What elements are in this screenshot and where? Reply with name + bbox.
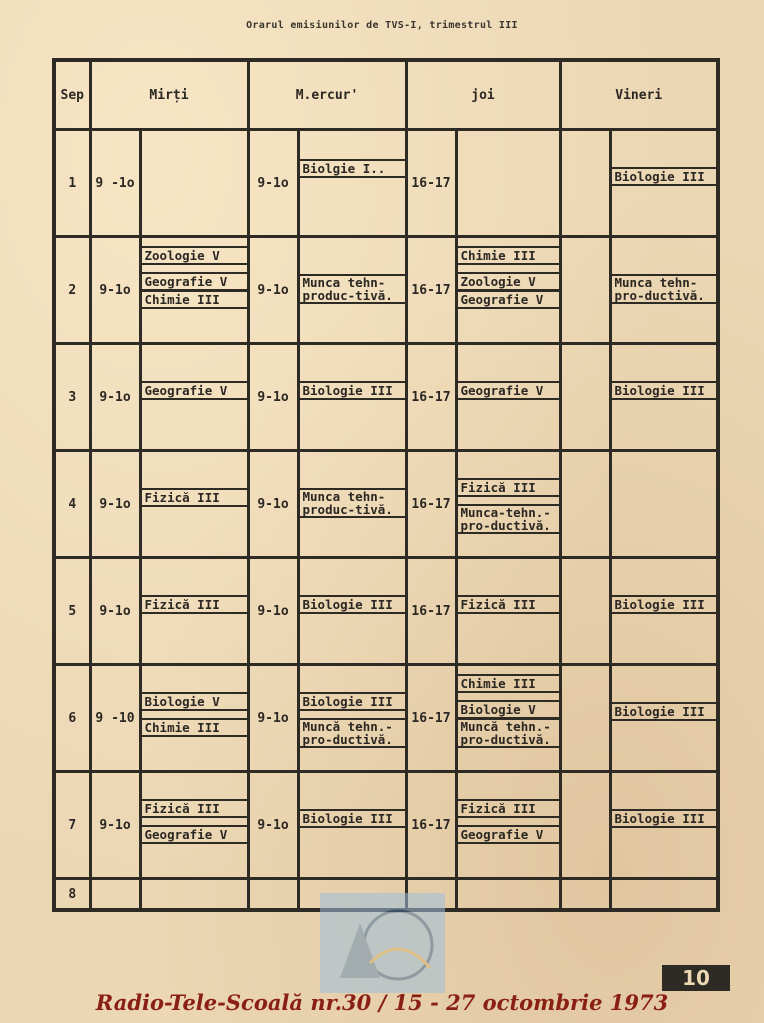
joi-time: 16-17 bbox=[406, 451, 456, 558]
vineri-subjects bbox=[610, 558, 718, 665]
week-number: 4 bbox=[54, 451, 90, 558]
joi-time: 16-17 bbox=[406, 237, 456, 344]
marti-time: 9-1o bbox=[90, 237, 140, 344]
miercuri-time: 9-1o bbox=[248, 558, 298, 665]
joi-subjects bbox=[456, 665, 560, 772]
marti-subjects bbox=[140, 451, 248, 558]
week-number: 1 bbox=[54, 130, 90, 237]
schedule-row bbox=[54, 665, 718, 772]
vineri-time bbox=[560, 558, 610, 665]
vineri-subjects bbox=[610, 772, 718, 879]
joi-time: 16-17 bbox=[406, 558, 456, 665]
subject-entry: Biologie III bbox=[612, 595, 717, 614]
vineri-time bbox=[560, 665, 610, 772]
vineri-time bbox=[560, 772, 610, 879]
subject-entry: Biologie V bbox=[458, 700, 559, 719]
schedule-row bbox=[54, 130, 718, 237]
empty-cell bbox=[610, 879, 718, 911]
miercuri-subjects bbox=[298, 344, 406, 451]
marti-time: 9-1o bbox=[90, 344, 140, 451]
subject-entry: Fizică III bbox=[458, 799, 559, 818]
joi-subjects bbox=[456, 451, 560, 558]
watermark-logo bbox=[320, 893, 445, 993]
week-number: 8 bbox=[54, 879, 90, 911]
joi-subjects bbox=[456, 772, 560, 879]
subject-entry: Fizică III bbox=[458, 478, 559, 497]
vineri-subjects bbox=[610, 344, 718, 451]
subject-entry: Geografie V bbox=[142, 381, 247, 400]
subject-entry: Biologie V bbox=[142, 692, 247, 711]
schedule-row bbox=[54, 237, 718, 344]
empty-cell bbox=[140, 879, 248, 911]
subject-entry: Muncă tehn.-pro-ductivă. bbox=[458, 718, 559, 748]
miercuri-subjects bbox=[298, 237, 406, 344]
subject-entry: Fizică III bbox=[142, 799, 247, 818]
week-number: 2 bbox=[54, 237, 90, 344]
vineri-subjects bbox=[610, 665, 718, 772]
page-title: Orarul emisiunilor de TVS-I, trimestrul III bbox=[246, 20, 518, 31]
subject-entry: Biolgie I.. bbox=[300, 159, 405, 178]
marti-subjects bbox=[140, 558, 248, 665]
miercuri-time: 9-1o bbox=[248, 772, 298, 879]
subject-entry: Chimie III bbox=[458, 246, 559, 265]
subject-entry: Zoologie V bbox=[142, 246, 247, 265]
subject-entry: Geografie V bbox=[458, 290, 559, 309]
joi-subjects bbox=[456, 237, 560, 344]
header-marti: Mirți bbox=[90, 60, 248, 130]
joi-time: 16-17 bbox=[406, 665, 456, 772]
schedule-row bbox=[54, 772, 718, 879]
subject-entry: Geografie V bbox=[458, 381, 559, 400]
subject-entry: Fizică III bbox=[458, 595, 559, 614]
subject-entry: Munca-tehn.-pro-ductivă. bbox=[458, 504, 559, 534]
subject-entry: Zoologie V bbox=[458, 272, 559, 291]
miercuri-subjects bbox=[298, 130, 406, 237]
miercuri-subjects bbox=[298, 772, 406, 879]
subject-entry: Chimie III bbox=[142, 290, 247, 309]
subject-entry: Munca tehn-produc-tivă. bbox=[300, 488, 405, 518]
empty-cell bbox=[248, 879, 298, 911]
miercuri-time: 9-1o bbox=[248, 130, 298, 237]
subject-entry: Biologie III bbox=[612, 381, 717, 400]
joi-subjects bbox=[456, 558, 560, 665]
subject-entry: Geografie V bbox=[458, 825, 559, 844]
subject-entry: Geografie V bbox=[142, 272, 247, 291]
subject-entry: Chimie III bbox=[142, 718, 247, 737]
footer-issue: Radio-Tele-Scoală nr.30 / 15 - 27 octombrie 1973 bbox=[95, 990, 669, 1015]
header-vineri: Vineri bbox=[560, 60, 718, 130]
marti-subjects bbox=[140, 665, 248, 772]
marti-time: 9-1o bbox=[90, 558, 140, 665]
week-number: 5 bbox=[54, 558, 90, 665]
week-number: 7 bbox=[54, 772, 90, 879]
subject-entry: Fizică III bbox=[142, 488, 247, 507]
vineri-subjects bbox=[610, 451, 718, 558]
empty-cell bbox=[456, 879, 560, 911]
marti-time: 9-1o bbox=[90, 772, 140, 879]
subject-entry: Biologie III bbox=[300, 809, 405, 828]
subject-entry: Munca tehn-produc-tivă. bbox=[300, 274, 405, 304]
week-number: 3 bbox=[54, 344, 90, 451]
vineri-time bbox=[560, 237, 610, 344]
schedule-table bbox=[52, 58, 720, 912]
subject-entry: Fizică III bbox=[142, 595, 247, 614]
subject-entry: Biologie III bbox=[300, 692, 405, 711]
header-sep: Sep bbox=[54, 60, 90, 130]
miercuri-time: 9-1o bbox=[248, 451, 298, 558]
miercuri-time: 9-1o bbox=[248, 344, 298, 451]
page-number: 10 bbox=[662, 965, 730, 991]
marti-time: 9 -10 bbox=[90, 665, 140, 772]
empty-cell bbox=[90, 879, 140, 911]
vineri-subjects bbox=[610, 130, 718, 237]
subject-entry: Biologie III bbox=[300, 381, 405, 400]
subject-entry: Munca tehn-pro-ductivă. bbox=[612, 274, 717, 304]
marti-time: 9-1o bbox=[90, 451, 140, 558]
subject-entry: Biologie III bbox=[612, 167, 717, 186]
joi-time: 16-17 bbox=[406, 130, 456, 237]
vineri-subjects bbox=[610, 237, 718, 344]
vineri-time bbox=[560, 451, 610, 558]
joi-subjects bbox=[456, 344, 560, 451]
schedule-row bbox=[54, 451, 718, 558]
subject-entry: Biologie III bbox=[612, 702, 717, 721]
schedule-row bbox=[54, 344, 718, 451]
schedule-row bbox=[54, 558, 718, 665]
header-joi: joi bbox=[406, 60, 560, 130]
joi-time: 16-17 bbox=[406, 344, 456, 451]
miercuri-time: 9-1o bbox=[248, 665, 298, 772]
miercuri-subjects bbox=[298, 665, 406, 772]
vineri-time bbox=[560, 344, 610, 451]
marti-subjects bbox=[140, 130, 248, 237]
subject-entry: Geografie V bbox=[142, 825, 247, 844]
marti-subjects bbox=[140, 344, 248, 451]
joi-time: 16-17 bbox=[406, 772, 456, 879]
vineri-time bbox=[560, 130, 610, 237]
miercuri-subjects bbox=[298, 451, 406, 558]
subject-entry: Muncă tehn.-pro-ductivă. bbox=[300, 718, 405, 748]
subject-entry: Biologie III bbox=[300, 595, 405, 614]
subject-entry: Biologie III bbox=[612, 809, 717, 828]
joi-subjects bbox=[456, 130, 560, 237]
marti-subjects bbox=[140, 772, 248, 879]
miercuri-time: 9-1o bbox=[248, 237, 298, 344]
miercuri-subjects bbox=[298, 558, 406, 665]
header-miercuri: M.ercur' bbox=[248, 60, 406, 130]
marti-time: 9 -1o bbox=[90, 130, 140, 237]
empty-cell bbox=[560, 879, 610, 911]
marti-subjects bbox=[140, 237, 248, 344]
subject-entry: Chimie III bbox=[458, 674, 559, 693]
week-number: 6 bbox=[54, 665, 90, 772]
